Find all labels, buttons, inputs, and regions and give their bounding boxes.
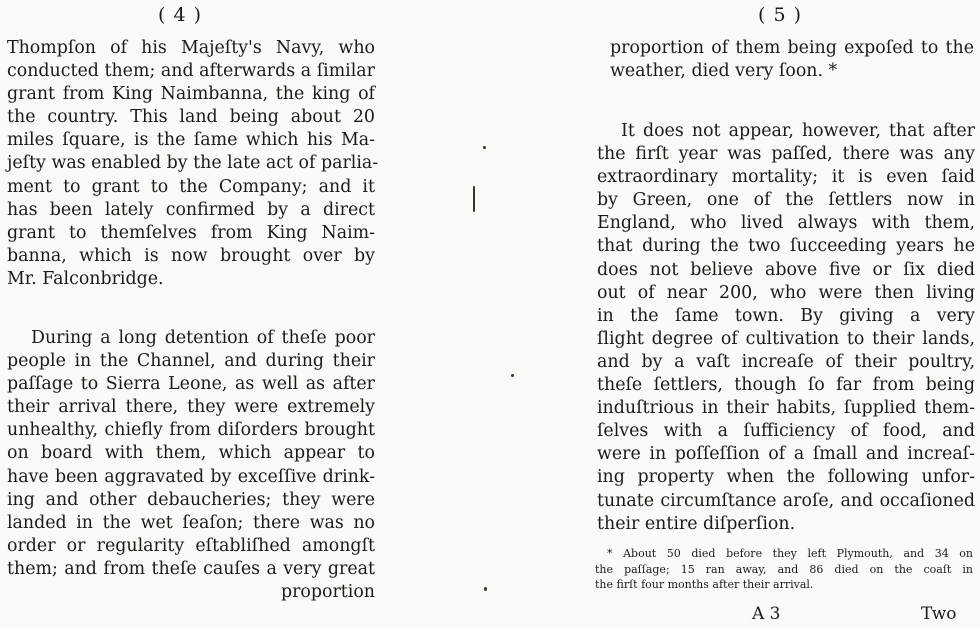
text-line: It does not appear, however, that after bbox=[621, 121, 975, 141]
text-line: grant to themſelves from King Naim- bbox=[7, 222, 375, 243]
text-line: paſſage to Sierra Leone, as well as after bbox=[7, 374, 375, 395]
catchword: Two bbox=[921, 604, 957, 624]
text-line: has been lately confirmed by a direct bbox=[7, 199, 375, 220]
text-line: Mr. Falconbridge. bbox=[7, 268, 164, 289]
text-line: conducted them; and afterwards a ſimilar bbox=[7, 61, 375, 82]
text-line: miles ſquare, is the ſame which his Ma- bbox=[7, 130, 375, 151]
text-line: the firſt four months after their arrival. bbox=[595, 578, 814, 591]
paper-speck bbox=[511, 374, 514, 377]
text-line: on board with them, which appear to bbox=[7, 443, 375, 464]
text-line: proportion of them being expoſed to the bbox=[610, 38, 974, 58]
text-line: by Green, one of the ſettlers now in bbox=[597, 190, 975, 211]
paragraph bbox=[610, 37, 974, 83]
text-line: weather, died very ſoon. * bbox=[610, 61, 838, 82]
text-line: the country. This land being about 20 bbox=[7, 107, 375, 128]
text-line: were in poſſeſſion of a ſmall and increaſ- bbox=[597, 444, 975, 465]
text-line: and by a vaſt increaſe of their poultry, bbox=[597, 351, 975, 372]
page-number: ( 5 ) bbox=[758, 4, 802, 26]
text-line: ſlight degree of cultivation to their lands, bbox=[597, 328, 975, 349]
text-line: in the ſame town. By giving a very bbox=[597, 305, 975, 326]
text-line: their arrival there, they were extremely bbox=[7, 397, 375, 418]
page-number: ( 4 ) bbox=[158, 4, 202, 26]
text-line: * About 50 died before they left Plymouth, and 34 on bbox=[607, 547, 973, 560]
text-line: jeſty was enabled by the late act of parlia- bbox=[7, 153, 379, 174]
text-line: ſelves with a ſufficiency of food, and bbox=[597, 421, 975, 442]
text-line: grant from King Naimbanna, the king of bbox=[7, 84, 375, 105]
paragraph bbox=[597, 120, 975, 536]
text-line: ing and other debaucheries; they were bbox=[7, 489, 375, 510]
text-line: does not believe above five or ſix died bbox=[597, 259, 975, 280]
text-line: unhealthy, chiefly from diſorders brought bbox=[7, 420, 375, 441]
paragraph bbox=[7, 37, 379, 291]
text-line: theſe ſettlers, though ſo far from being bbox=[597, 375, 975, 396]
text-line: that during the two ſucceeding years he bbox=[597, 236, 975, 257]
paragraph bbox=[7, 327, 375, 604]
text-line: people in the Channel, and during their bbox=[7, 351, 375, 372]
right-page bbox=[490, 0, 980, 628]
footnote bbox=[595, 546, 973, 593]
text-line: order or regularity eſtabliſhed amongſt bbox=[7, 535, 375, 556]
text-line: their entire diſperſion. bbox=[597, 513, 796, 534]
text-line: During a long detention of theſe poor bbox=[31, 328, 375, 348]
text-line: proportion bbox=[280, 582, 375, 603]
paper-speck bbox=[473, 186, 475, 212]
text-line: England, who lived always with them, bbox=[597, 213, 975, 234]
text-line: ing property when the following unfor- bbox=[597, 467, 975, 488]
text-line: tunate circumſtance aroſe, and occaſioned bbox=[597, 490, 975, 511]
text-line: the firſt year was paſſed, there was any bbox=[597, 144, 975, 165]
text-line: landed in the wet ſeaſon; there was no bbox=[7, 512, 375, 533]
text-line: the paſſage; 15 ran away, and 86 died on the coaſt in bbox=[595, 562, 973, 576]
signature-mark: A 3 bbox=[752, 604, 781, 624]
text-line: induſtrious in their habits, ſupplied them- bbox=[597, 398, 975, 419]
text-line: ment to grant to the Company; and it bbox=[7, 176, 375, 197]
text-line: Thompſon of his Majeſty's Navy, who bbox=[7, 38, 375, 58]
text-line: out of near 200, who were then living bbox=[597, 282, 975, 303]
text-line: banna, which is now brought over by bbox=[7, 245, 375, 266]
text-line: extraordinary mortality; it is even ſaid bbox=[597, 167, 975, 188]
paper-speck bbox=[484, 587, 487, 591]
text-line: have been aggravated by exceſſive drink- bbox=[7, 466, 375, 487]
paper-speck bbox=[483, 146, 486, 149]
text-line: them; and from theſe cauſes a very great bbox=[7, 558, 375, 579]
